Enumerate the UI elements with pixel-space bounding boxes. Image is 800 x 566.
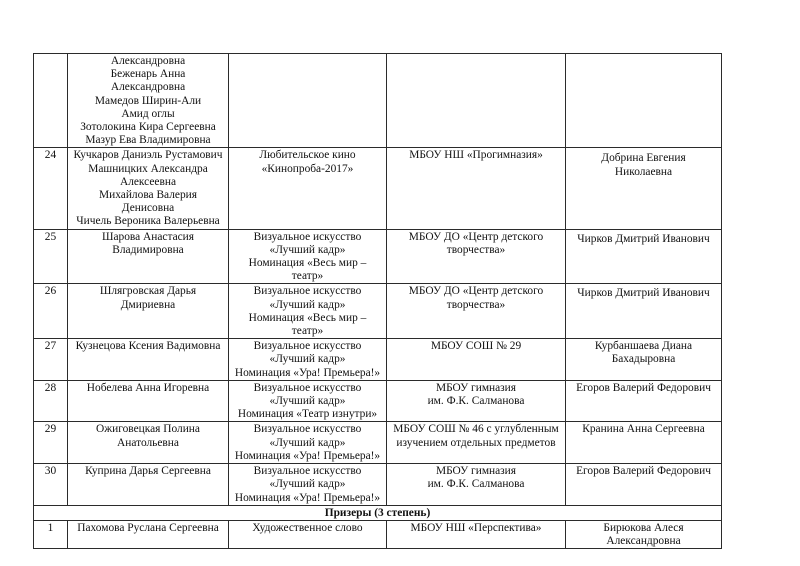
row-number-cell: [34, 54, 68, 148]
category-cell: [229, 284, 387, 339]
institution-cell: [387, 339, 566, 381]
results-table: [33, 53, 722, 549]
institution-line: творчества»: [446, 243, 506, 256]
category-line: Номинация «Театр изнутри»: [237, 408, 378, 421]
category-line: «Лучший кадр»: [269, 353, 346, 366]
institution-cell: [387, 148, 566, 229]
row-number-cell: 29: [34, 422, 68, 464]
teacher-cell: [566, 520, 722, 548]
teacher-line: Добрина Евгения: [601, 152, 686, 165]
participant-line: Алексеевна: [119, 175, 177, 188]
institution-line: им. Ф.К. Салманова: [427, 395, 525, 408]
teacher-cell: [566, 464, 722, 506]
participant-line: Зотолокина Кира Сергеевна: [80, 121, 216, 134]
section-header-row: [34, 505, 722, 520]
participants-cell: [68, 229, 229, 284]
category-cell: [229, 380, 387, 422]
participant-line: Дмириевна: [120, 298, 176, 311]
participant-line: Мазур Ева Владимировна: [85, 134, 211, 147]
participants-cell: [68, 148, 229, 229]
institution-line: изучением отдельных предметов: [396, 436, 556, 449]
teacher-line: Бирюкова Алеся: [603, 521, 684, 534]
participant-line: Амид оглы: [121, 107, 175, 120]
table-row: [34, 464, 722, 506]
category-cell: [229, 148, 387, 229]
table-row: [34, 380, 722, 422]
participant-line: Мамедов Ширин-Али: [94, 94, 202, 107]
row-number-cell: 25: [34, 229, 68, 284]
participant-line: Михайлова Валерия: [99, 189, 197, 202]
institution-line: творчества»: [446, 298, 506, 311]
teacher-line: Александровна: [606, 535, 681, 548]
participant-line: Шарова Анастасия: [101, 230, 195, 243]
participant-line: Машницких Александра: [88, 162, 208, 175]
teacher-line: Николаевна: [614, 165, 673, 178]
participants-cell: [68, 464, 229, 506]
category-line: «Лучший кадр»: [269, 243, 346, 256]
teacher-line: Чирков Дмитрий Иванович: [577, 232, 710, 245]
table-row: [34, 284, 722, 339]
table-row: [34, 422, 722, 464]
category-line: Визуальное искусство: [253, 465, 362, 478]
category-cell: [229, 464, 387, 506]
participant-line: Александровна: [110, 55, 186, 67]
participant-line: Беженарь Анна: [110, 68, 186, 81]
category-line: «Лучший кадр»: [269, 395, 346, 408]
row-number-cell: 24: [34, 148, 68, 229]
category-line: Визуальное искусство: [253, 230, 362, 243]
category-cell: [229, 54, 387, 148]
row-number-cell: 28: [34, 380, 68, 422]
institution-line: МБОУ НШ «Перспектива»: [410, 521, 542, 534]
institution-cell: [387, 380, 566, 422]
table-row: [34, 148, 722, 229]
category-line: Номинация «Весь мир –: [248, 311, 367, 324]
category-cell: [229, 229, 387, 284]
participant-line: Чичель Вероника Валерьевна: [76, 215, 220, 228]
teacher-cell: [566, 229, 722, 284]
category-line: «Лучший кадр»: [269, 298, 346, 311]
teacher-cell: [566, 54, 722, 148]
participant-line: Куприна Дарья Сергеевна: [85, 465, 211, 478]
participant-line: Кузнецова Ксения Вадимовна: [75, 340, 221, 353]
institution-cell: [387, 284, 566, 339]
row-number-cell: 30: [34, 464, 68, 506]
category-cell: [229, 520, 387, 548]
category-line: Художественное слово: [252, 521, 363, 534]
participants-cell: [68, 339, 229, 381]
category-line: театр»: [291, 270, 324, 283]
table-row: [34, 339, 722, 381]
institution-line: МБОУ СОШ № 46 с углубленным: [393, 423, 559, 436]
teacher-line: Курбаншаева Диана: [594, 340, 693, 353]
category-line: Визуальное искусство: [253, 381, 362, 394]
category-cell: [229, 339, 387, 381]
institution-line: МБОУ гимназия: [435, 465, 517, 478]
participants-cell: [68, 380, 229, 422]
institution-line: МБОУ НШ «Прогимназия»: [409, 149, 543, 162]
participant-line: Кучкаров Даниэль Рустамович: [73, 149, 223, 162]
participants-cell: [68, 54, 229, 148]
institution-cell: [387, 464, 566, 506]
category-line: театр»: [291, 325, 324, 338]
participant-line: Шлягровская Дарья: [99, 285, 197, 298]
institution-cell: [387, 54, 566, 148]
category-line: Номинация «Ура! Премьера!»: [234, 491, 381, 504]
participant-line: Анатольевна: [117, 436, 179, 449]
participant-line: Пахомова Руслана Сергеевна: [77, 521, 219, 534]
category-cell: [229, 422, 387, 464]
teacher-cell: [566, 284, 722, 339]
teacher-line: Егоров Валерий Федорович: [576, 465, 711, 478]
teacher-cell: [566, 148, 722, 229]
category-line: «Кинопроба-2017»: [261, 162, 354, 175]
participant-line: Нобелева Анна Игоревна: [86, 381, 210, 394]
teacher-line: Бахадыровна: [611, 353, 676, 366]
category-line: «Лучший кадр»: [269, 436, 346, 449]
category-line: Визуальное искусство: [253, 423, 362, 436]
table-row: [34, 229, 722, 284]
row-number-cell: 1: [34, 520, 68, 548]
teacher-line: Кранина Анна Сергеевна: [582, 423, 705, 436]
participant-line: Владимировна: [112, 243, 184, 256]
participants-cell: [68, 284, 229, 339]
participant-line: Денисовна: [121, 202, 175, 215]
institution-line: МБОУ гимназия: [435, 381, 517, 394]
category-line: «Лучший кадр»: [269, 478, 346, 491]
category-line: Номинация «Ура! Премьера!»: [234, 366, 381, 379]
category-line: Визуальное искусство: [253, 340, 362, 353]
section-title: Призеры (3 степень): [34, 505, 722, 520]
category-line: Номинация «Ура! Премьера!»: [234, 449, 381, 462]
institution-line: МБОУ СОШ № 29: [430, 340, 522, 353]
institution-line: МБОУ ДО «Центр детского: [408, 285, 544, 298]
category-line: Визуальное искусство: [253, 285, 362, 298]
row-number-cell: 26: [34, 284, 68, 339]
teacher-line: Егоров Валерий Федорович: [576, 381, 711, 394]
teacher-cell: [566, 339, 722, 381]
teacher-cell: [566, 422, 722, 464]
participants-cell: [68, 520, 229, 548]
participant-line: Ожиговецкая Полина: [96, 423, 200, 436]
category-line: Любительское кино: [259, 149, 356, 162]
institution-cell: [387, 520, 566, 548]
category-line: Номинация «Весь мир –: [248, 257, 367, 270]
institution-cell: [387, 229, 566, 284]
row-number-cell: 27: [34, 339, 68, 381]
table-row-continued: [34, 54, 722, 148]
participants-cell: [68, 422, 229, 464]
institution-cell: [387, 422, 566, 464]
table-row: [34, 520, 722, 548]
teacher-line: Чирков Дмитрий Иванович: [577, 287, 710, 300]
institution-line: им. Ф.К. Салманова: [427, 478, 525, 491]
teacher-cell: [566, 380, 722, 422]
participant-line: Александровна: [110, 81, 186, 94]
institution-line: МБОУ ДО «Центр детского: [408, 230, 544, 243]
